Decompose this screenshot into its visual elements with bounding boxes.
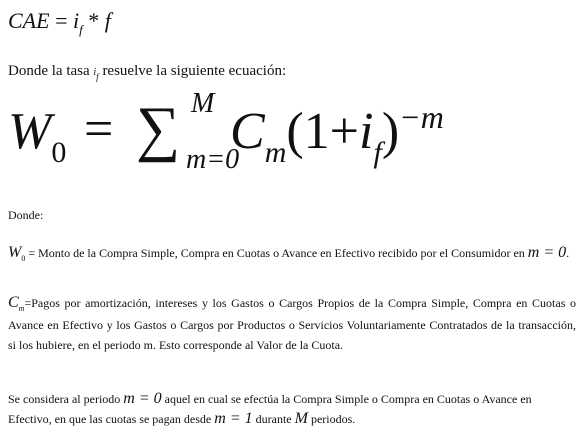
summation-upper-limit: M — [191, 88, 215, 119]
w0-var: W — [8, 244, 22, 261]
summation-lower-limit: m=0 — [186, 144, 240, 175]
c-subscript: m — [264, 136, 287, 169]
c-symbol: C — [230, 103, 265, 160]
intro-before: Donde la tasa — [8, 63, 90, 79]
summand — [230, 99, 444, 169]
intro-var: i — [93, 67, 97, 78]
w0-definition-end: . — [566, 246, 570, 260]
cae-symbol: CAE — [8, 8, 50, 33]
period-math-1: m = 0 — [123, 390, 162, 407]
cm-var-subscript: m — [18, 304, 25, 313]
rate-symbol: i — [72, 8, 80, 33]
summation-sign: ∑ — [136, 95, 181, 163]
equals-sign: = — [84, 101, 114, 158]
equals-sign: = — [55, 8, 68, 33]
cm-var: C — [8, 294, 19, 311]
w-subscript: 0 — [51, 136, 67, 169]
w0-term — [8, 102, 67, 169]
period-text-4: periodos. — [310, 412, 356, 426]
frequency-symbol: f — [104, 8, 111, 33]
paren-close: ) — [381, 103, 400, 160]
w-symbol: W — [8, 103, 52, 160]
exponent: −m — [399, 99, 444, 135]
period-description — [8, 389, 576, 429]
w0-definition-math: m = 0 — [527, 244, 567, 261]
i-symbol: i — [359, 103, 374, 160]
period-math-2: m = 1 — [214, 410, 253, 427]
i-subscript: f — [373, 136, 382, 169]
w0-var-subscript: 0 — [21, 254, 26, 263]
period-text-2: aquel en cual se efectúa la Compra Simple o Compra en Cuotas o Avance en Efectivo, en que las cuotas se pagan desde — [8, 392, 532, 426]
rate-subscript: f — [79, 22, 83, 37]
present-value-equation — [8, 88, 568, 198]
intro-after: resuelve la siguiente ecuación: — [102, 63, 287, 79]
donde-label: Donde: — [8, 208, 44, 222]
w0-definition — [8, 243, 576, 265]
intro-var-subscript: f — [96, 72, 99, 82]
cae-equation — [8, 8, 111, 37]
paren-open: (1+ — [286, 103, 360, 160]
multiply-sign: * — [88, 8, 100, 33]
cm-definition-text: =Pagos por amortización, intereses y los Gastos o Cargos Propios de la Compra Simple, Compra en Cuotas o Avance en Efectivo y los Gastos o Cargos por Productos o Servicios Voluntariamente Contratados de la transacción, si los hubiere, en el periodo m. Esto corresponde al Valor de la Cuota. — [8, 296, 576, 352]
period-math-3: M — [294, 410, 308, 427]
cm-definition — [8, 293, 576, 355]
period-text-1: Se considera al periodo — [8, 392, 121, 406]
w0-definition-text: = Monto de la Compra Simple, Compra en Cuotas o Avance en Efectivo recibido por el Consumidor en — [28, 246, 525, 260]
intro-text — [8, 63, 286, 80]
period-text-3: durante — [255, 412, 292, 426]
